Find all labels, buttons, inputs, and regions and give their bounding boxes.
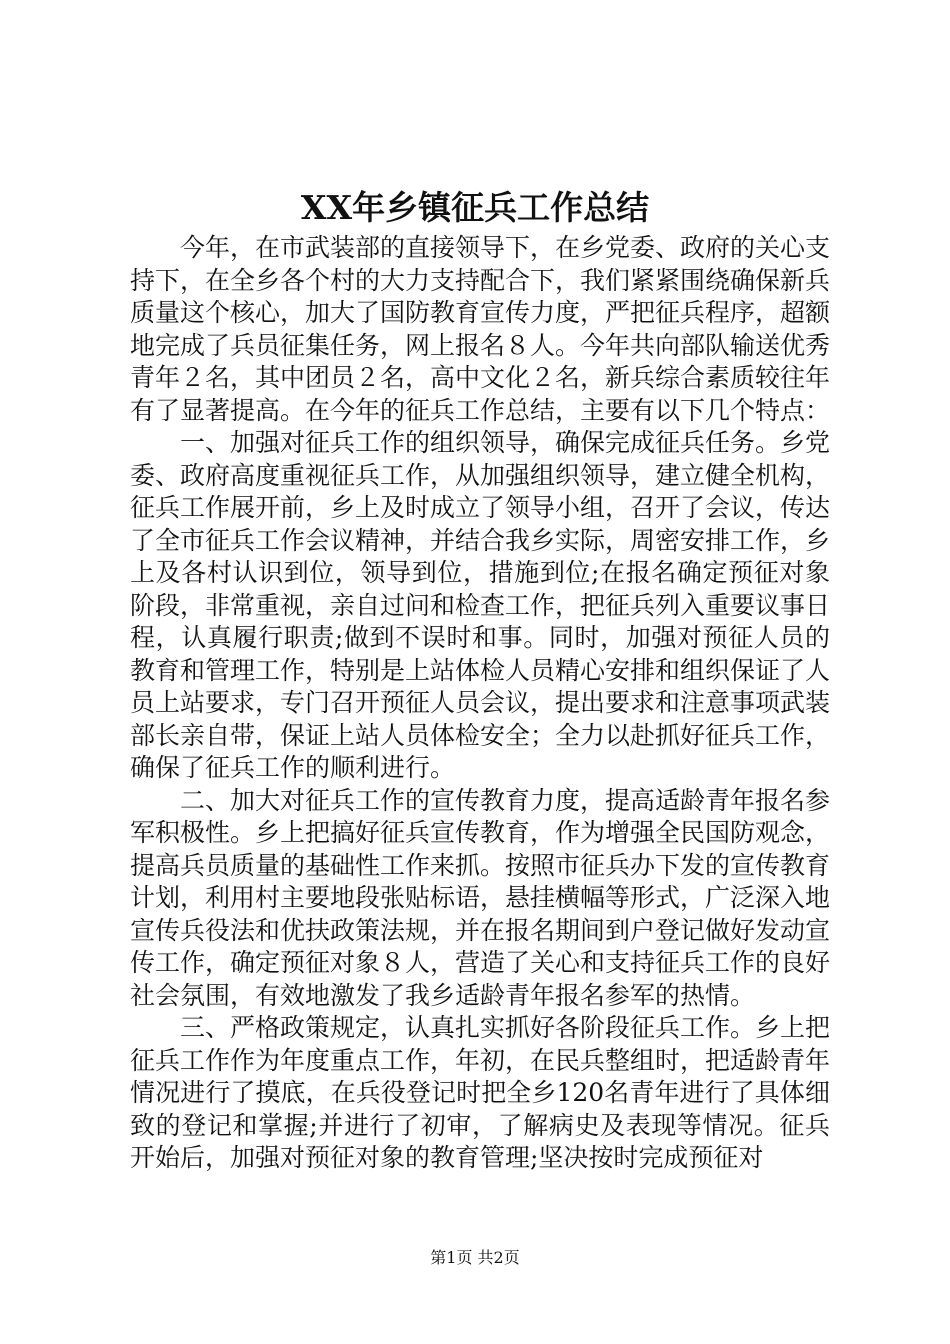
paragraph-section-2: 二、加大对征兵工作的宣传教育力度，提高适龄青年报名参军积极性。乡上把搞好征兵宣传教育，作为增强全民国防观念，提高兵员质量的基础性工作来抓。按照市征兵办下发的宣传教育计划，利用村主要地段张贴标语，悬挂横幅等形式，广泛深入地宣传兵役法和优扶政策法规，并在报名期间到户登记做好发动宣传工作，确定预征对象８人，营造了关心和支持征兵工作的良好社会氛围，有效地激发了我乡适龄青年报名参军的热情。 [130,785,831,1010]
document-title: XX年乡镇征兵工作总结 [300,188,650,227]
paragraph-section-1: 一、加强对征兵工作的组织领导，确保完成征兵任务。乡党委、政府高度重视征兵工作，从加强组织领导，建立健全机构，征兵工作展开前，乡上及时成立了领导小组，召开了会议，传达了全市征兵工作会议精神，并结合我乡实际，周密安排工作，乡上及各村认识到位，领导到位，措施到位;在报名确定预征对象阶段，非常重视，亲自过问和检查工作，把征兵列入重要议事日程，认真履行职责;做到不误时和事。同时，加强对预征人员的教育和管理工作，特别是上站体检人员精心安排和组织保证了人员上站要求，专门召开预征人员会议，提出要求和注意事项武装部长亲自带，保证上站人员体检安全；全力以赴抓好征兵工作，确保了征兵工作的顺利进行。 [130,428,831,782]
document-body [130,232,830,1175]
page-number-footer: 第1页 共2页 [430,1248,520,1267]
paragraph-intro: 今年，在市武装部的直接领导下，在乡党委、政府的关心支持下，在全乡各个村的大力支持配合下，我们紧紧围绕确保新兵质量这个核心，加大了国防教育宣传力度，严把征兵程序，超额地完成了兵员征集任务，网上报名８人。今年共向部队输送优秀青年２名，其中团员２名，高中文化２名，新兵综合素质较往年有了显著提高。在今年的征兵工作总结，主要有以下几个特点： [130,233,831,425]
paragraph-section-3: 三、严格政策规定，认真扎实抓好各阶段征兵工作。乡上把征兵工作作为年度重点工作，年初，在民兵整组时，把适龄青年情况进行了摸底，在兵役登记时把全乡120名青年进行了具体细致的登记和掌握;并进行了初审，了解病史及表现等情况。征兵开始后，加强对预征对象的教育管理;坚决按时完成预征对 [130,1013,831,1172]
